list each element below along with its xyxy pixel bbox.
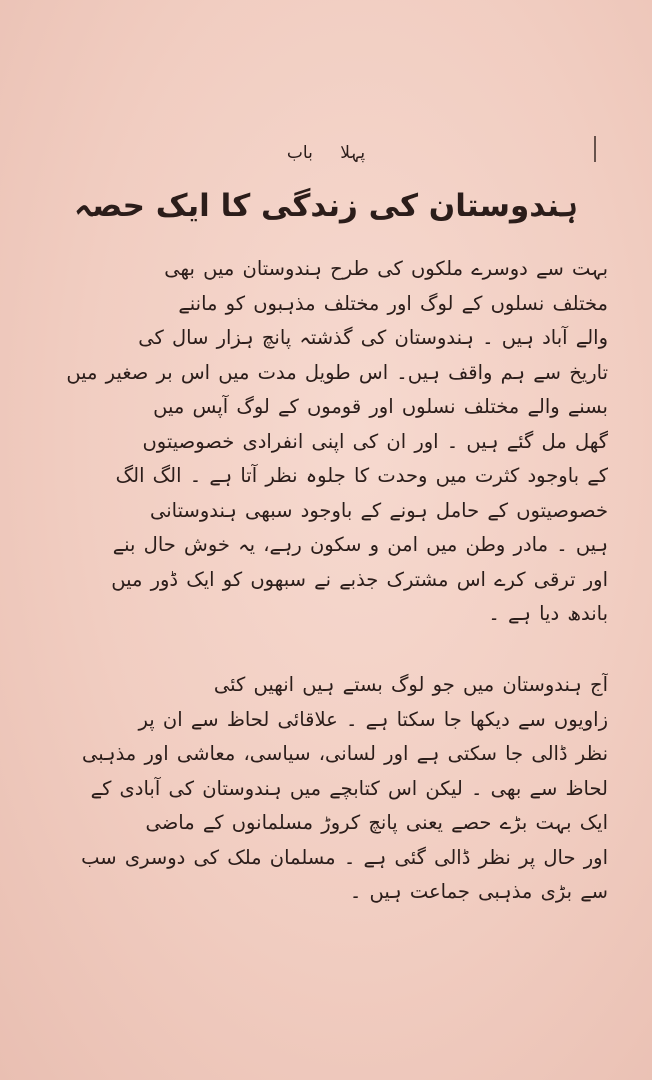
text-line: اور ترقی کرے اس مشترک جذبے نے سبھوں کو ایک ڈور میں: [111, 567, 608, 591]
text-line: باندھ دیا ہے ۔: [488, 602, 608, 625]
text-line: اور حال پر نظر ڈالی گئی ہے ۔ مسلمان ملک کی دوسری سب: [81, 845, 608, 869]
text-line: ہیں ۔ مادر وطن میں امن و سکون رہے، یہ خوش حال بنے: [112, 533, 608, 556]
text-line: ایک بہت بڑے حصے یعنی پانچ کروڑ مسلمانوں کے ماضی: [145, 811, 608, 834]
text-line: والے آباد ہیں ۔ ہندوستان کی گذشتہ پانچ ہزار سال کی: [138, 326, 608, 349]
text-line: کے باوجود کثرت میں وحدت کا جلوہ نظر آتا ہے ۔ الگ الگ: [115, 464, 608, 487]
chapter-heading: پہلا باب: [286, 143, 366, 163]
text-line: آج ہندوستان میں جو لوگ بستے ہیں انھیں کئی: [213, 673, 608, 696]
text-line: خصوصیتوں کے حامل ہونے کے باوجود سبھی ہندوستانی: [150, 498, 608, 522]
text-line: بسنے والے مختلف نسلوں اور قوموں کے لوگ آپس میں: [153, 395, 608, 418]
text-line: نظر ڈالی جا سکتی ہے اور لسانی، سیاسی، معاشی اور مذہبی: [82, 742, 608, 765]
page-title: ہندوستان کی زندگی کا ایک حصہ: [73, 188, 579, 224]
paragraph-1: [48, 252, 608, 632]
text-line: لحاظ سے بھی ۔ لیکن اس کتابچے میں ہندوستان کی آبادی کے: [90, 776, 608, 800]
text-line: بہت سے دوسرے ملکوں کی طرح ہندوستان میں بھی: [164, 257, 608, 280]
text-line: تاریخ سے ہم واقف ہیں۔ اس طویل مدت میں اس بر صغیر میں: [66, 360, 608, 384]
text-line: گھل مل گئے ہیں ۔ اور ان کی اپنی انفرادی خصوصیتوں: [142, 429, 608, 453]
text-line: سے بڑی مذہبی جماعت ہیں ۔: [349, 880, 608, 903]
paragraph-2: [48, 668, 608, 910]
text-line: مختلف نسلوں کے لوگ اور مختلف مذہبوں کو ماننے: [178, 291, 608, 315]
text-line: زاویوں سے دیکھا جا سکتا ہے ۔ علاقائی لحاظ سے ان پر: [138, 707, 608, 731]
